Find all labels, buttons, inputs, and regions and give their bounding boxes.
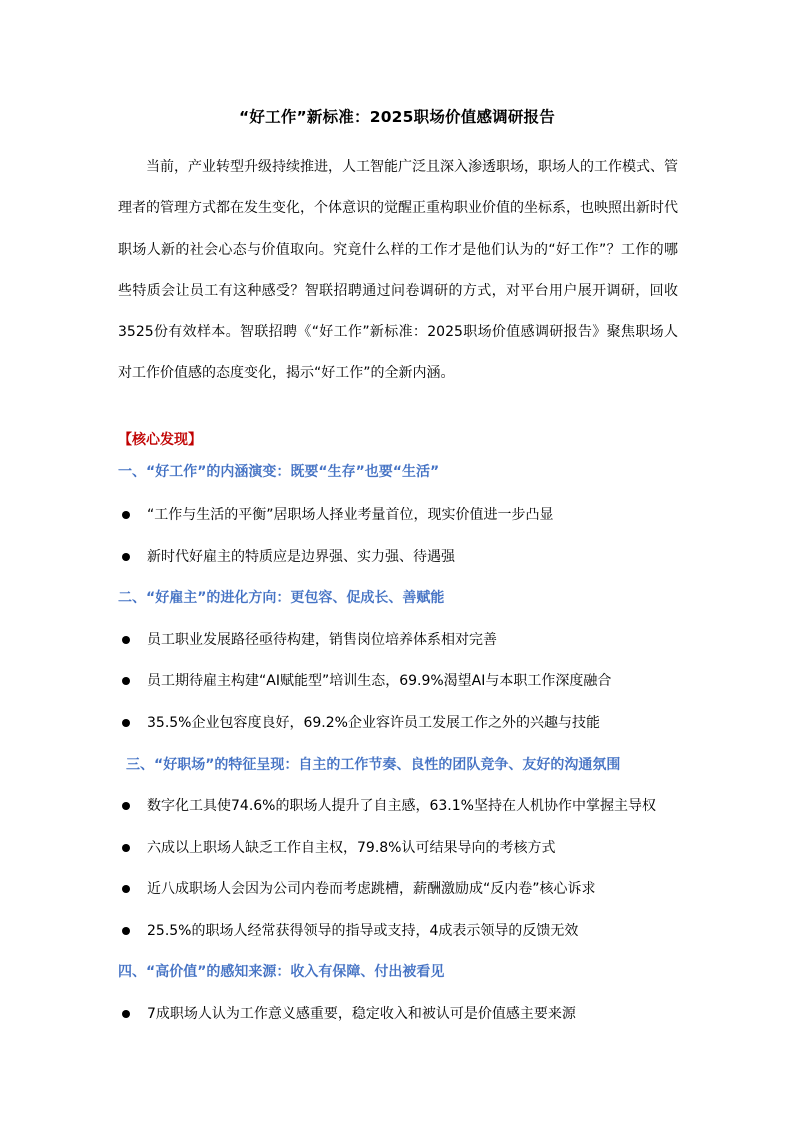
core-findings-label: 【核心发现】 <box>118 432 202 448</box>
bullet-icon <box>122 844 130 852</box>
bullet-icon <box>122 1010 130 1018</box>
bullet-icon <box>122 927 130 935</box>
document-title: “好工作”新标准：2025职场价值感调研报告 <box>239 108 555 126</box>
bullet-icon <box>122 885 130 893</box>
bullet-icon <box>122 511 130 519</box>
bullet-icon <box>122 802 130 810</box>
intro-line: 3525份有效样本。智联招聘《“好工作”新标准：2025职场价值感调研报告》聚焦职场人 <box>118 324 678 341</box>
bullet-text: “工作与生活的平衡”居职场人择业考量首位，现实价值进一步凸显 <box>147 507 554 523</box>
section-heading-1: 一、“好工作”的内涵演变：既要“生存”也要“生活” <box>118 464 440 480</box>
bullet-text: 员工职业发展路径亟待构建，销售岗位培养体系相对完善 <box>147 632 497 648</box>
intro-line: 职场人新的社会心态与价值取向。究竟什么样的工作才是他们认为的“好工作”？工作的哪 <box>118 241 678 258</box>
section-heading-3: 三、“好职场”的特征呈现：自主的工作节奏、良性的团队竞争、友好的沟通氛围 <box>126 757 621 773</box>
bullet-text: 25.5%的职场人经常获得领导的指导或支持，4成表示领导的反馈无效 <box>147 923 579 939</box>
bullet-text: 近八成职场人会因为公司内卷而考虑跳槽，薪酬激励成“反内卷”核心诉求 <box>147 881 596 897</box>
intro-line: 对工作价值感的态度变化，揭示“好工作”的全新内涵。 <box>118 365 455 382</box>
bullet-text: 新时代好雇主的特质应是边界强、实力强、待遇强 <box>147 549 455 565</box>
bullet-icon <box>122 677 130 685</box>
bullet-text: 员工期待雇主构建“AI赋能型”培训生态，69.9%渴望AI与本职工作深度融合 <box>147 673 612 689</box>
bullet-icon <box>122 553 130 561</box>
bullet-text: 7成职场人认为工作意义感重要，稳定收入和被认可是价值感主要来源 <box>147 1006 576 1022</box>
section-heading-2: 二、“好雇主”的进化方向：更包容、促成长、善赋能 <box>118 590 445 606</box>
intro-line: 理者的管理方式都在发生变化，个体意识的觉醒正重构职业价值的坐标系，也映照出新时代 <box>118 200 678 217</box>
bullet-icon <box>122 719 130 727</box>
intro-paragraph <box>118 147 678 395</box>
bullet-icon <box>122 636 130 644</box>
bullet-text: 数字化工具使74.6%的职场人提升了自主感，63.1%坚持在人机协作中掌握主导权 <box>147 798 656 814</box>
intro-line: 当前，产业转型升级持续推进，人工智能广泛且深入渗透职场，职场人的工作模式、管 <box>146 159 678 175</box>
section-heading-4: 四、“高价值”的感知来源：收入有保障、付出被看见 <box>118 964 445 980</box>
intro-line: 些特质会让员工有这种感受？智联招聘通过问卷调研的方式，对平台用户展开调研，回收 <box>118 282 678 299</box>
bullet-text: 六成以上职场人缺乏工作自主权，79.8%认可结果导向的考核方式 <box>147 840 556 856</box>
bullet-text: 35.5%企业包容度良好，69.2%企业容许员工发展工作之外的兴趣与技能 <box>147 715 600 731</box>
